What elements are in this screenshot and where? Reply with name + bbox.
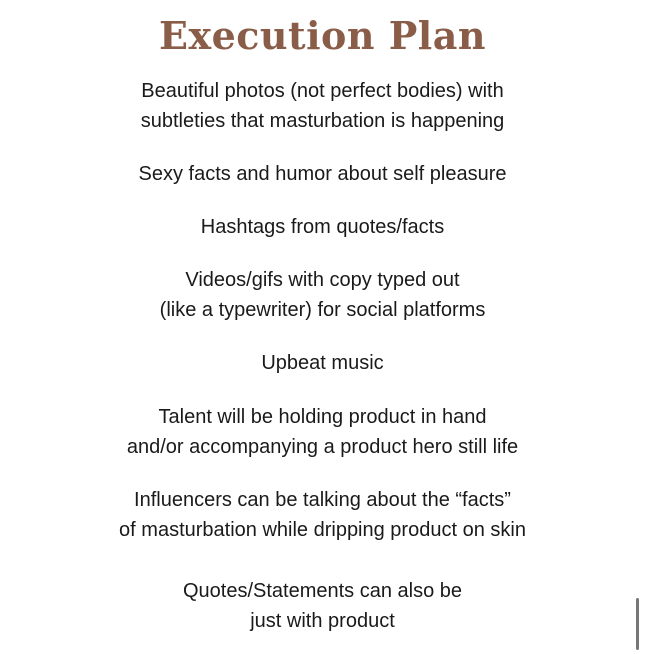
- plan-item-3-line-1: Hashtags from quotes/facts: [200, 216, 445, 238]
- plan-item-7-line-2: of masturbation while dripping product on skin: [119, 519, 526, 541]
- plan-item-4-line-1: Videos/gifs with copy typed out: [185, 269, 460, 291]
- plan-item-8-line-2: just with product: [250, 610, 395, 632]
- vertical-scrollbar[interactable]: [636, 598, 639, 650]
- plan-item-7-line-1: Influencers can be talking about the “facts”: [134, 489, 511, 511]
- plan-item-1-line-1: Beautiful photos (not perfect bodies) with: [141, 80, 504, 102]
- plan-item-1-line-2: subtleties that masturbation is happening: [140, 110, 505, 132]
- plan-item-5-line-1: Upbeat music: [261, 352, 384, 374]
- plan-item-4-line-2: (like a typewriter) for social platforms: [159, 299, 486, 321]
- plan-item-8-line-1: Quotes/Statements can also be: [182, 580, 463, 602]
- plan-item-6-line-2: and/or accompanying a product hero still life: [126, 436, 519, 458]
- plan-item-6-line-1: Talent will be holding product in hand: [158, 406, 487, 428]
- plan-item-2-line-1: Sexy facts and humor about self pleasure: [138, 163, 507, 185]
- page-title: Execution Plan: [158, 13, 486, 58]
